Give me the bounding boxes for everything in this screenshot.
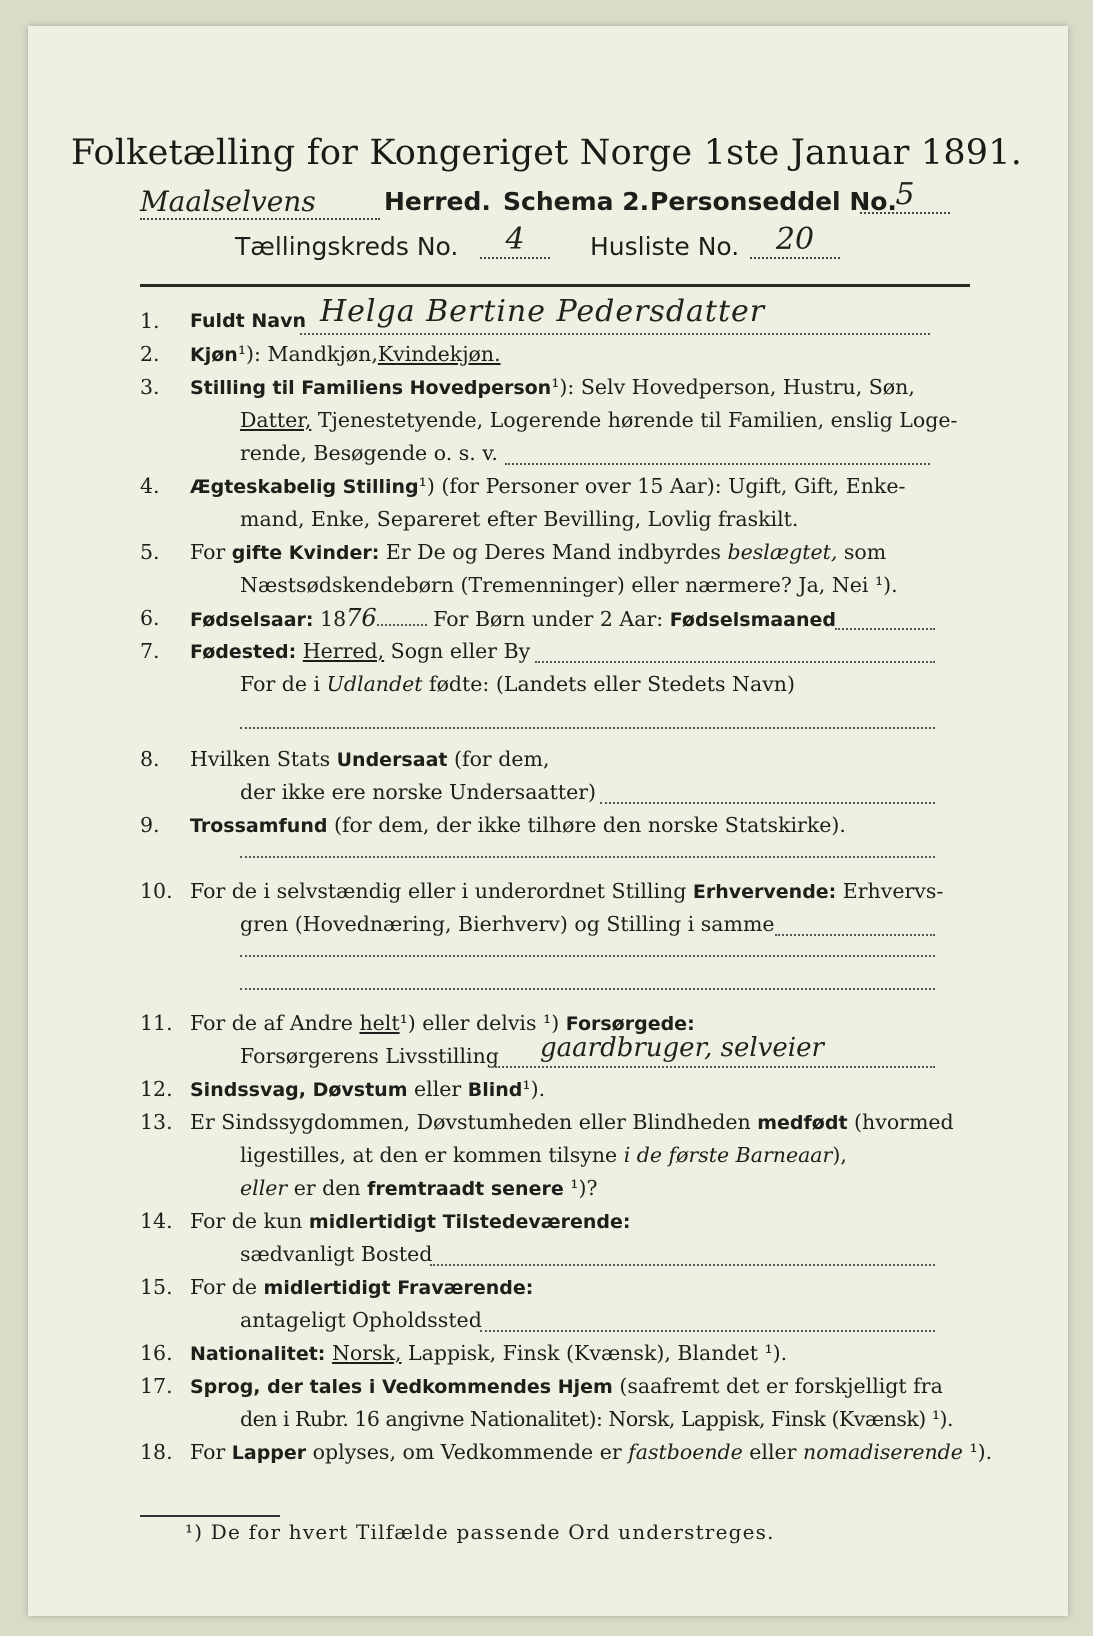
item-number: 8. (140, 747, 160, 771)
text: eller (240, 1176, 288, 1200)
form-title: Folketælling for Kongeriget Norge 1ste Januar 1891. (70, 133, 1023, 173)
text: For de af Andre (190, 1011, 360, 1035)
fuldt-navn-value: Helga Bertine Pedersdatter (320, 294, 766, 329)
item-number: 12. (140, 1077, 173, 1101)
slaegtskab-question: Næstsødskendebørn (Tremenninger) eller nærmere? Ja, Nei ¹). (240, 573, 898, 597)
stilling-selected: Datter, (240, 408, 312, 432)
text: oplyses, om Vedkommende er (306, 1440, 629, 1464)
text: ¹)? (563, 1176, 598, 1200)
text: For (190, 1440, 232, 1464)
fodested-selected: Herred, (302, 639, 385, 663)
text: (saafremt det er forskjelligt fra (612, 1374, 943, 1398)
text: (for dem, (447, 747, 550, 771)
text: antageligt Opholdssted (240, 1308, 482, 1332)
husliste-number: 20 (750, 222, 840, 259)
item-1 (140, 294, 975, 341)
medfodt-label: medfødt (757, 1112, 848, 1134)
lapper-label: Lapper (231, 1442, 307, 1464)
nationalitet-label: Nationalitet: (190, 1343, 326, 1365)
text: er den (287, 1176, 368, 1200)
text: den i Rubr. 16 angivne Nationalitet): Norsk, Lappisk, Finsk (Kvænsk) ¹). (240, 1407, 954, 1431)
undersaat-label: Undersaat (336, 749, 448, 771)
footnote-divider (140, 1515, 280, 1517)
text: (hvormed (847, 1110, 954, 1134)
item-number: 16. (140, 1341, 173, 1365)
text: Er Sindssygdommen, Døvstumheden eller Blindheden (190, 1110, 758, 1134)
kreds-number: 4 (480, 222, 550, 259)
item-number: 1. (140, 309, 160, 333)
text: Udlandet (326, 672, 423, 696)
stilling-label: Stilling til Familiens Hovedperson (190, 377, 552, 399)
text: For Børn under 2 Aar: (433, 607, 670, 631)
item-number: 6. (140, 606, 160, 630)
herred-label: Herred. (384, 187, 491, 216)
text: For de i (240, 672, 327, 696)
fremtraadt-label: fremtraadt senere (367, 1178, 564, 1200)
item-number: 2. (140, 342, 160, 366)
text: beslægtet, (727, 540, 838, 564)
tilstedevaerende-label: midlertidigt Tilstedeværende: (308, 1211, 631, 1233)
forsorget-selected: helt (359, 1011, 400, 1035)
kjon-selected: Kvindekjøn. (377, 342, 501, 366)
blind-label: Blind (467, 1079, 523, 1101)
erhvervende-label: Erhvervende: (692, 881, 837, 903)
header-divider (140, 284, 970, 287)
text: ¹). (962, 1440, 993, 1464)
husliste-label: Husliste No. (590, 232, 740, 261)
header-herred-line (140, 177, 970, 225)
footnote: ¹) De for hvert Tilfælde passende Ord understreges. (185, 1520, 775, 1544)
item-number: 3. (140, 375, 160, 399)
text: Erhvervs- (836, 879, 944, 903)
kjon-options: ¹): Mandkjøn, (237, 342, 378, 366)
text: For de (190, 1275, 264, 1299)
text: fastboende (628, 1440, 743, 1464)
text: ¹). (522, 1077, 546, 1101)
item-number: 14. (140, 1209, 173, 1233)
sindssvag-label: Sindssvag, Døvstum (190, 1079, 408, 1101)
trossamfund-label: Trossamfund (190, 815, 328, 837)
kreds-label: Tællingskreds No. (235, 232, 459, 261)
gifte-kvinder-label: gifte Kvinder: (231, 542, 380, 564)
stilling-options-3: rende, Besøgende o. s. v. (240, 441, 498, 465)
fodested-label: Fødested: (190, 641, 297, 663)
schema-label: Schema 2. (503, 187, 650, 216)
text: i de første Barneaar (623, 1143, 833, 1167)
item-number: 18. (140, 1440, 173, 1464)
item-number: 10. (140, 879, 173, 903)
fodselsaar-label: Fødselsaar: (190, 609, 314, 631)
item-number: 13. (140, 1110, 173, 1134)
text: nomadiserende (803, 1440, 963, 1464)
item-number: 4. (140, 474, 160, 498)
text: ), (832, 1143, 847, 1167)
item-number: 5. (140, 540, 160, 564)
stilling-options-1: ¹): Selv Hovedperson, Hustru, Søn, (551, 375, 915, 399)
text: sædvanligt Bosted (240, 1242, 433, 1266)
text: Forsørgerens Livsstilling (240, 1044, 499, 1068)
nationalitet-selected: Norsk, (331, 1341, 402, 1365)
text: For (190, 540, 232, 564)
item-number: 9. (140, 813, 160, 837)
text: der ikke ere norske Undersaatter) (240, 780, 597, 804)
aegteskab-label: Ægteskabelig Stilling (190, 476, 419, 498)
text: fødte: (Landets eller Stedets Navn) (422, 672, 795, 696)
sprog-label: Sprog, der tales i Vedkommendes Hjem (190, 1376, 613, 1398)
aegteskab-options-2: mand, Enke, Separeret efter Bevilling, Lovlig fraskilt. (240, 507, 799, 531)
fodselsaar-value: 76 (346, 604, 377, 632)
text: (for dem, der ikke tilhøre den norske Statskirke). (327, 813, 846, 837)
text: 18 (320, 607, 347, 631)
text: ligestilles, at den er kommen tilsyne (240, 1143, 624, 1167)
item-number: 7. (140, 639, 160, 663)
text: For de i selvstændig eller i underordnet Stilling (190, 879, 693, 903)
fravaerende-label: midlertidigt Fraværende: (263, 1277, 534, 1299)
fuldt-navn-label: Fuldt Navn (190, 310, 307, 332)
text: eller (407, 1077, 468, 1101)
item-number: 15. (140, 1275, 173, 1299)
header-kreds-line (235, 222, 935, 270)
item-number: 11. (140, 1011, 173, 1035)
stilling-options-2: Tjenestetyende, Logerende hørende til Familien, enslig Loge- (311, 408, 958, 432)
forsorger-livsstilling-value: gaardbruger, selveier (540, 1033, 824, 1063)
kjon-label: Kjøn (190, 344, 238, 366)
text: eller (742, 1440, 803, 1464)
text: Hvilken Stats (190, 747, 337, 771)
text: som (837, 540, 887, 564)
text: ¹) eller delvis ¹) (399, 1011, 566, 1035)
personseddel-number: 5 (860, 177, 950, 214)
fodselsmaaned-label: Fødselsmaaned (669, 609, 837, 631)
text: Sogn eller By (384, 639, 531, 663)
text: Er De og Deres Mand indbyrdes (379, 540, 728, 564)
text: For de kun (190, 1209, 309, 1233)
item-number: 17. (140, 1374, 173, 1398)
text: gren (Hovednæring, Bierhverv) og Stilling i samme (240, 912, 775, 936)
forsorgede-label: Forsørgede: (565, 1013, 695, 1035)
text: Lappisk, Finsk (Kvænsk), Blandet ¹). (401, 1341, 788, 1365)
personseddel-label: Personseddel No. (650, 187, 897, 216)
aegteskab-options-1: ¹) (for Personer over 15 Aar): Ugift, Gift, Enke- (418, 474, 906, 498)
herred-name: Maalselvens (140, 185, 380, 220)
